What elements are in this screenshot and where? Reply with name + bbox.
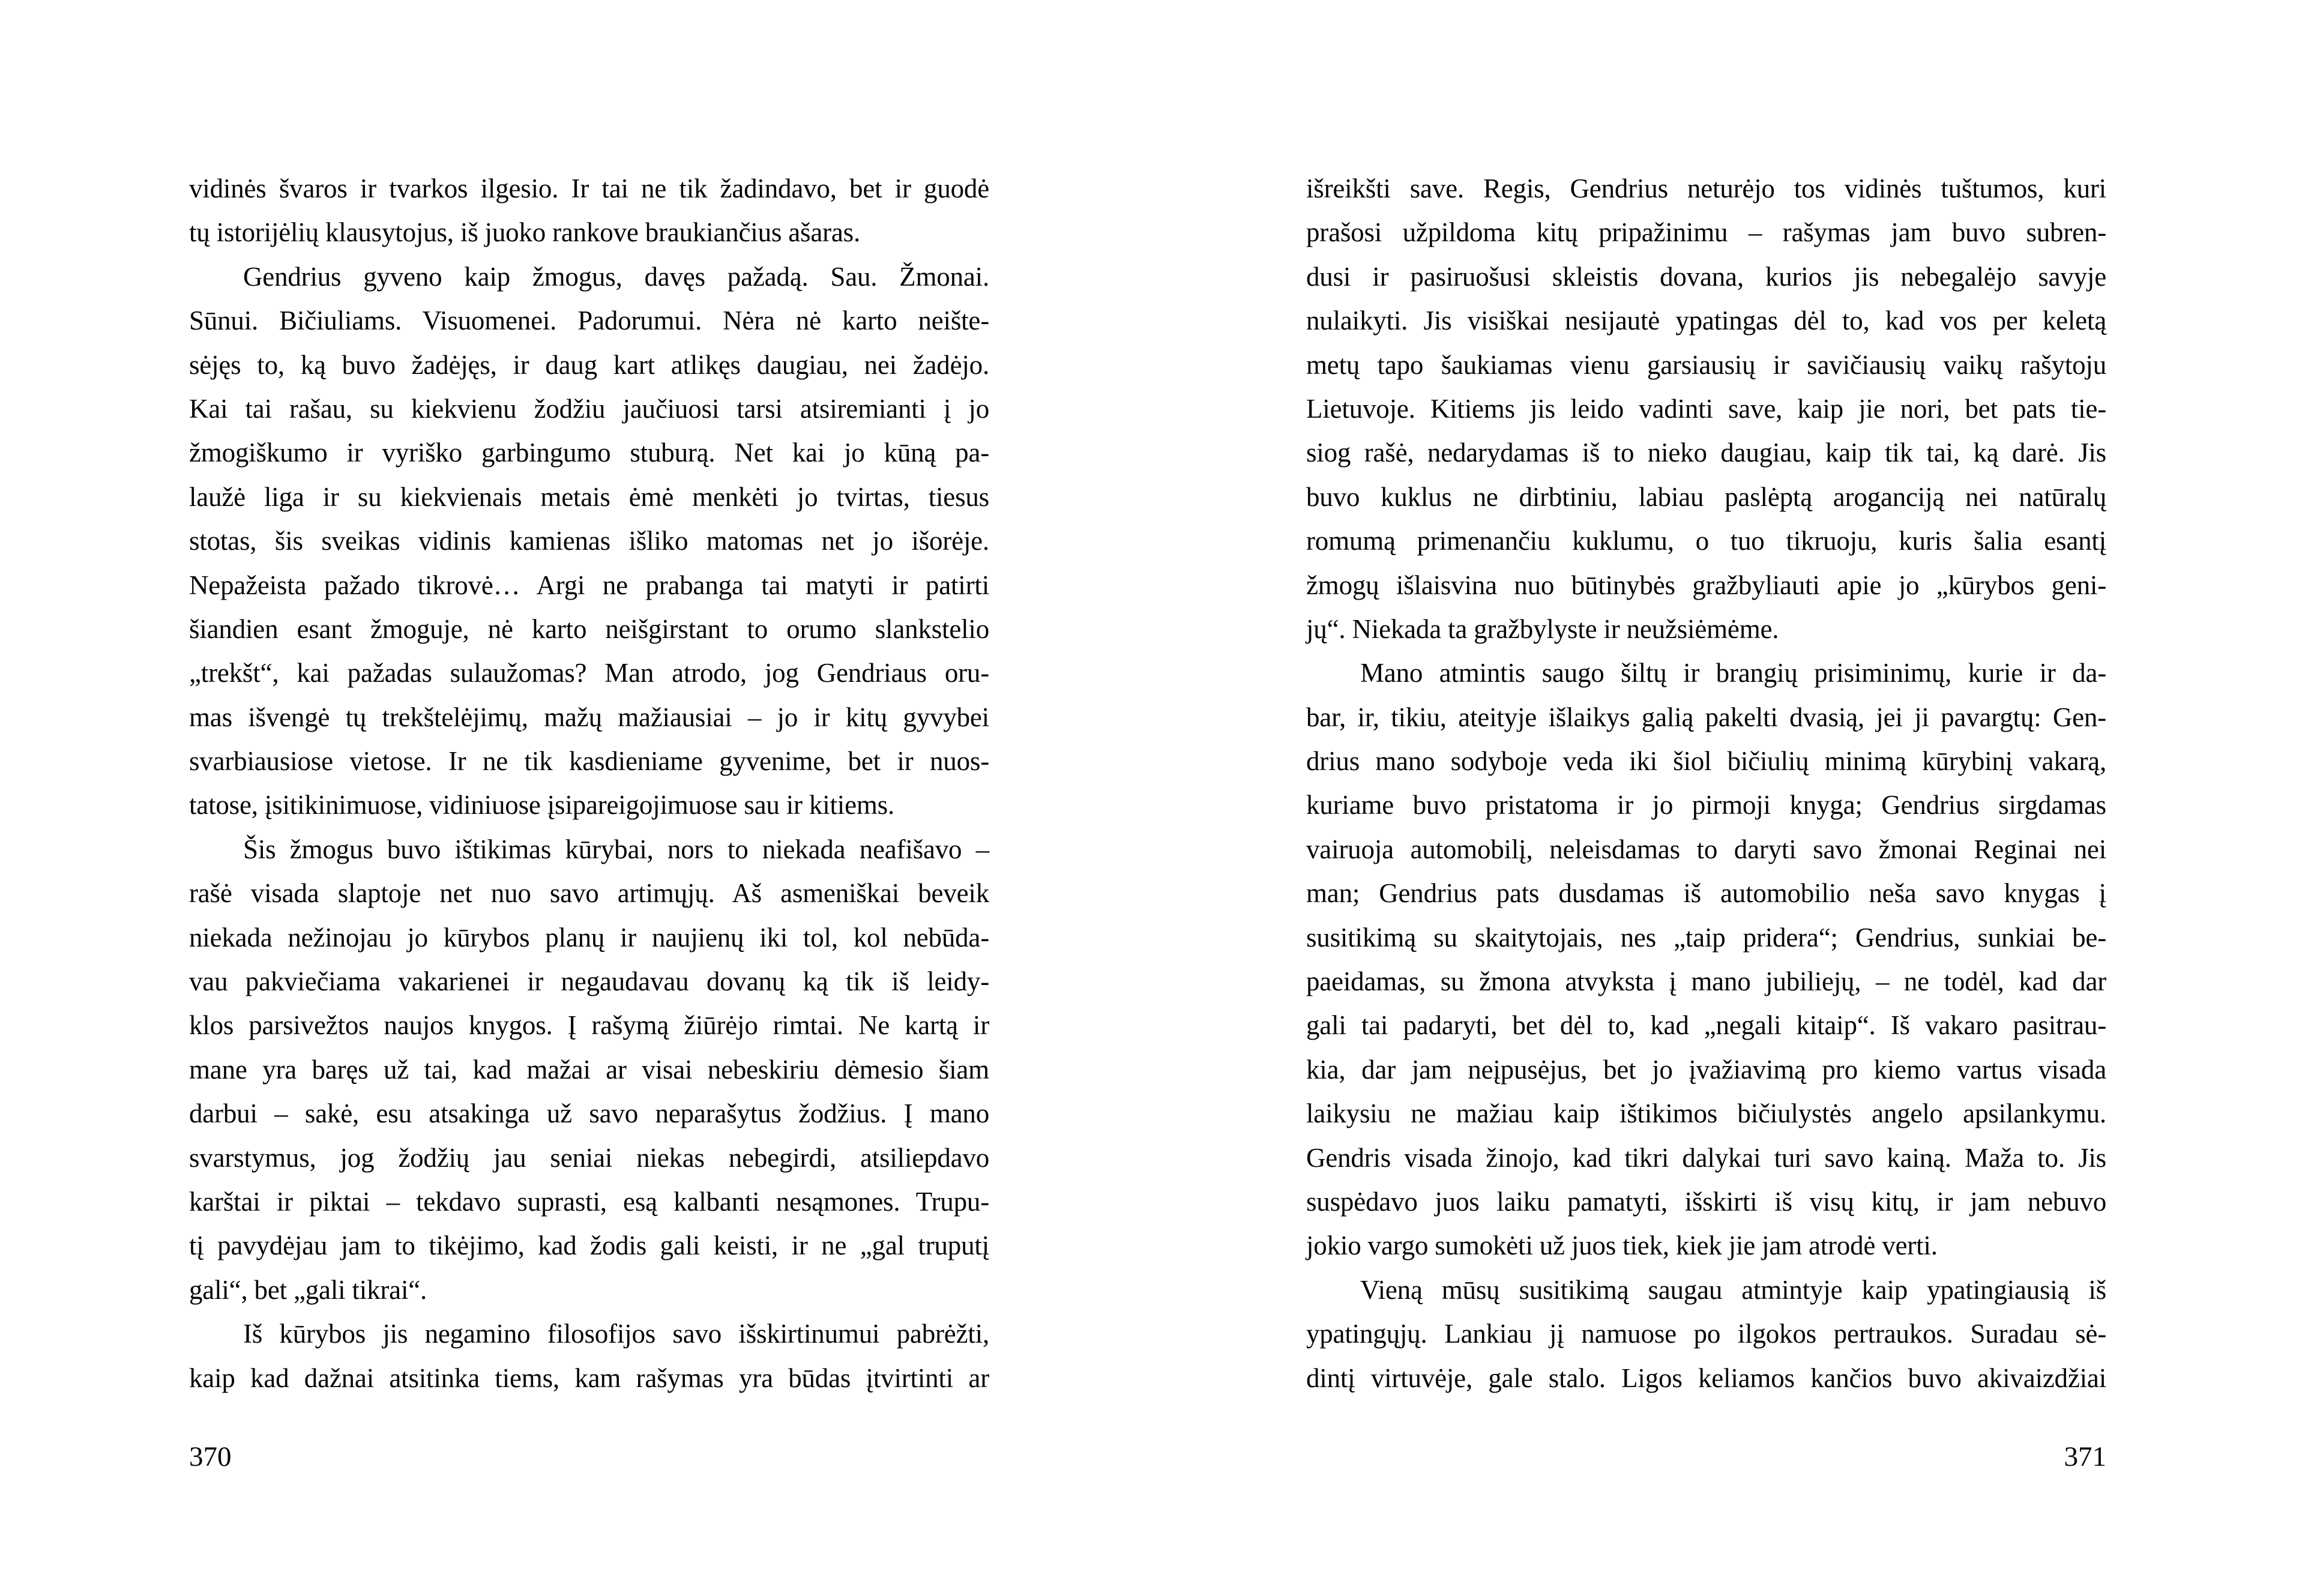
text-line: svarbiausiose vietose. Ir ne tik kasdieniame gyvenime, bet ir nuos- — [189, 746, 989, 777]
text-line: „trekšt“, kai pažadas sulaužomas? Man atrodo, jog Gendriaus oru- — [189, 658, 989, 688]
text-line: nulaikyti. Jis visiškai nesijautė ypatingas dėl to, kad vos per keletą — [1306, 306, 2106, 336]
text-line: kaip kad dažnai atsitinka tiems, kam rašymas yra būdas įtvirtinti ar — [189, 1363, 989, 1393]
text-line: dusi ir pasiruošusi skleistis dovana, kurios jis nebegalėjo savyje — [1306, 261, 2106, 292]
text-line: Vieną mūsų susitikimą saugau atmintyje kaip ypatingiausią iš — [1360, 1274, 2106, 1305]
text-line: Lietuvoje. Kitiems jis leido vadinti save, kaip jie nori, bet pats tie- — [1306, 393, 2106, 424]
text-line: tatose, įsitikinimuose, vidiniuose įsipareigojimuose sau ir kitiems. — [189, 790, 895, 821]
text-line: jų“. Niekada ta gražbylyste ir neužsiėmėme. — [1306, 613, 1779, 644]
text-line: metų tapo šaukiamas vienu garsiausių ir savičiausių vaikų rašytoju — [1306, 349, 2106, 380]
text-line: suspėdavo juos laiku pamatyti, išskirti iš visų kitų, ir jam nebuvo — [1306, 1186, 2106, 1217]
text-line: man; Gendrius pats dusdamas iš automobilio neša savo knygas į — [1306, 878, 2106, 909]
text-line: tį pavydėjau jam to tikėjimo, kad žodis gali keisti, ir ne „gal truputį — [189, 1230, 989, 1261]
text-line: laužė liga ir su kiekvienais metais ėmė menkėti jo tvirtas, tiesus — [189, 481, 989, 512]
text-line: laikysiu ne mažiau kaip ištikimos bičiulystės angelo apsilankymu. — [1306, 1098, 2106, 1129]
text-line: siog rašė, nedarydamas iš to nieko daugiau, kaip tik tai, ką darė. Jis — [1306, 438, 2106, 468]
text-line: vairuoja automobilį, neleisdamas to daryti savo žmonai Reginai nei — [1306, 834, 2106, 864]
text-line: buvo kuklus ne dirbtiniu, labiau paslėptą aroganciją nei natūralų — [1306, 481, 2106, 512]
text-line: mas išvengė tų trekštelėjimų, mažų mažiausiai – jo ir kitų gyvybei — [189, 702, 989, 732]
text-line: vau pakviečiama vakarienei ir negaudavau dovanų ką tik iš leidy- — [189, 966, 989, 997]
text-line: Gendrius gyveno kaip žmogus, davęs pažadą. Sau. Žmonai. — [243, 261, 989, 292]
text-line: sėjęs to, ką buvo žadėjęs, ir daug kart atlikęs daugiau, nei žadėjo. — [189, 349, 989, 380]
text-line: bar, ir, tikiu, ateityje išlaikys galią pakelti dvasią, jei ji pavargtų: Gen- — [1306, 702, 2106, 732]
text-line: paeidamas, su žmona atvyksta į mano jubiliejų, – ne todėl, kad dar — [1306, 966, 2106, 997]
text-line: Šis žmogus buvo ištikimas kūrybai, nors to niekada neafišavo – — [243, 834, 989, 864]
text-line: kuriame buvo pristatoma ir jo pirmoji knyga; Gendrius sirgdamas — [1306, 790, 2106, 821]
text-line: Gendris visada žinojo, kad tikri dalykai turi savo kainą. Maža to. Jis — [1306, 1142, 2106, 1173]
text-line: rašė visada slaptoje net nuo savo artimųjų. Aš asmeniškai beveik — [189, 878, 989, 909]
text-line: kia, dar jam neįpusėjus, bet jo įvažiavimą pro kiemo vartus visada — [1306, 1054, 2106, 1085]
page-left-text-column — [189, 167, 989, 1400]
text-line: karštai ir piktai – tekdavo suprasti, esą kalbanti nesąmones. Trupu- — [189, 1186, 989, 1217]
text-line: prašosi užpildoma kitų pripažinimu – rašymas jam buvo subren- — [1306, 217, 2106, 248]
text-line: darbui – sakė, esu atsakinga už savo neparašytus žodžius. Į mano — [189, 1098, 989, 1129]
text-line: gali tai padaryti, bet dėl to, kad „negali kitaip“. Iš vakaro pasitrau- — [1306, 1010, 2106, 1041]
text-line: tų istorijėlių klausytojus, iš juoko rankove braukiančius ašaras. — [189, 217, 861, 248]
page-number-left: 370 — [189, 1441, 232, 1472]
page-right-text-column — [1306, 167, 2106, 1400]
page-number-right: 371 — [2064, 1441, 2106, 1472]
text-line: Kai tai rašau, su kiekvienu žodžiu jaučiuosi tarsi atsiremianti į jo — [189, 393, 989, 424]
text-line: jokio vargo sumokėti už juos tiek, kiek jie jam atrodė verti. — [1306, 1230, 1938, 1261]
text-line: drius mano sodyboje veda iki šiol bičiulių minimą kūrybinį vakarą, — [1306, 746, 2106, 777]
text-line: stotas, šis sveikas vidinis kamienas išliko matomas net jo išorėje. — [189, 526, 989, 556]
text-line: Sūnui. Bičiuliams. Visuomenei. Padorumui. Nėra nė karto neište- — [189, 306, 989, 336]
text-line: Iš kūrybos jis negamino filosofijos savo išskirtinumui pabrėžti, — [243, 1319, 989, 1349]
text-line: žmogiškumo ir vyriško garbingumo stuburą. Net kai jo kūną pa- — [189, 438, 989, 468]
text-line: romumą primenančiu kuklumu, o tuo tikruoju, kuris šalia esantį — [1306, 526, 2106, 556]
text-line: mane yra baręs už tai, kad mažai ar visai nebeskiriu dėmesio šiam — [189, 1054, 989, 1085]
text-line: susitikimą su skaitytojais, nes „taip pridera“; Gendrius, sunkiai be- — [1306, 922, 2106, 953]
text-line: klos parsivežtos naujos knygos. Į rašymą žiūrėjo rimtai. Ne kartą ir — [189, 1010, 989, 1041]
text-line: vidinės švaros ir tvarkos ilgesio. Ir tai ne tik žadindavo, bet ir guodė — [189, 173, 989, 203]
text-line: svarstymus, jog žodžių jau seniai niekas nebegirdi, atsiliepdavo — [189, 1142, 989, 1173]
text-line: Mano atmintis saugo šiltų ir brangių prisiminimų, kurie ir da- — [1360, 658, 2106, 688]
text-line: dintį virtuvėje, gale stalo. Ligos keliamos kančios buvo akivaizdžiai — [1306, 1363, 2106, 1393]
text-line: žmogų išlaisvina nuo būtinybės gražbyliauti apie jo „kūrybos geni- — [1306, 570, 2106, 600]
text-line: išreikšti save. Regis, Gendrius neturėjo tos vidinės tuštumos, kuri — [1306, 173, 2106, 203]
text-line: šiandien esant žmoguje, nė karto neišgirstant to orumo slankstelio — [189, 613, 989, 644]
text-line: gali“, bet „gali tikrai“. — [189, 1274, 427, 1305]
text-line: Nepažeista pažado tikrovė… Argi ne prabanga tai matyti ir patirti — [189, 570, 989, 600]
text-line: niekada nežinojau jo kūrybos planų ir naujienų iki tol, kol nebūda- — [189, 922, 989, 953]
text-line: ypatingųjų. Lankiau jį namuose po ilgokos pertraukos. Suradau sė- — [1306, 1319, 2106, 1349]
